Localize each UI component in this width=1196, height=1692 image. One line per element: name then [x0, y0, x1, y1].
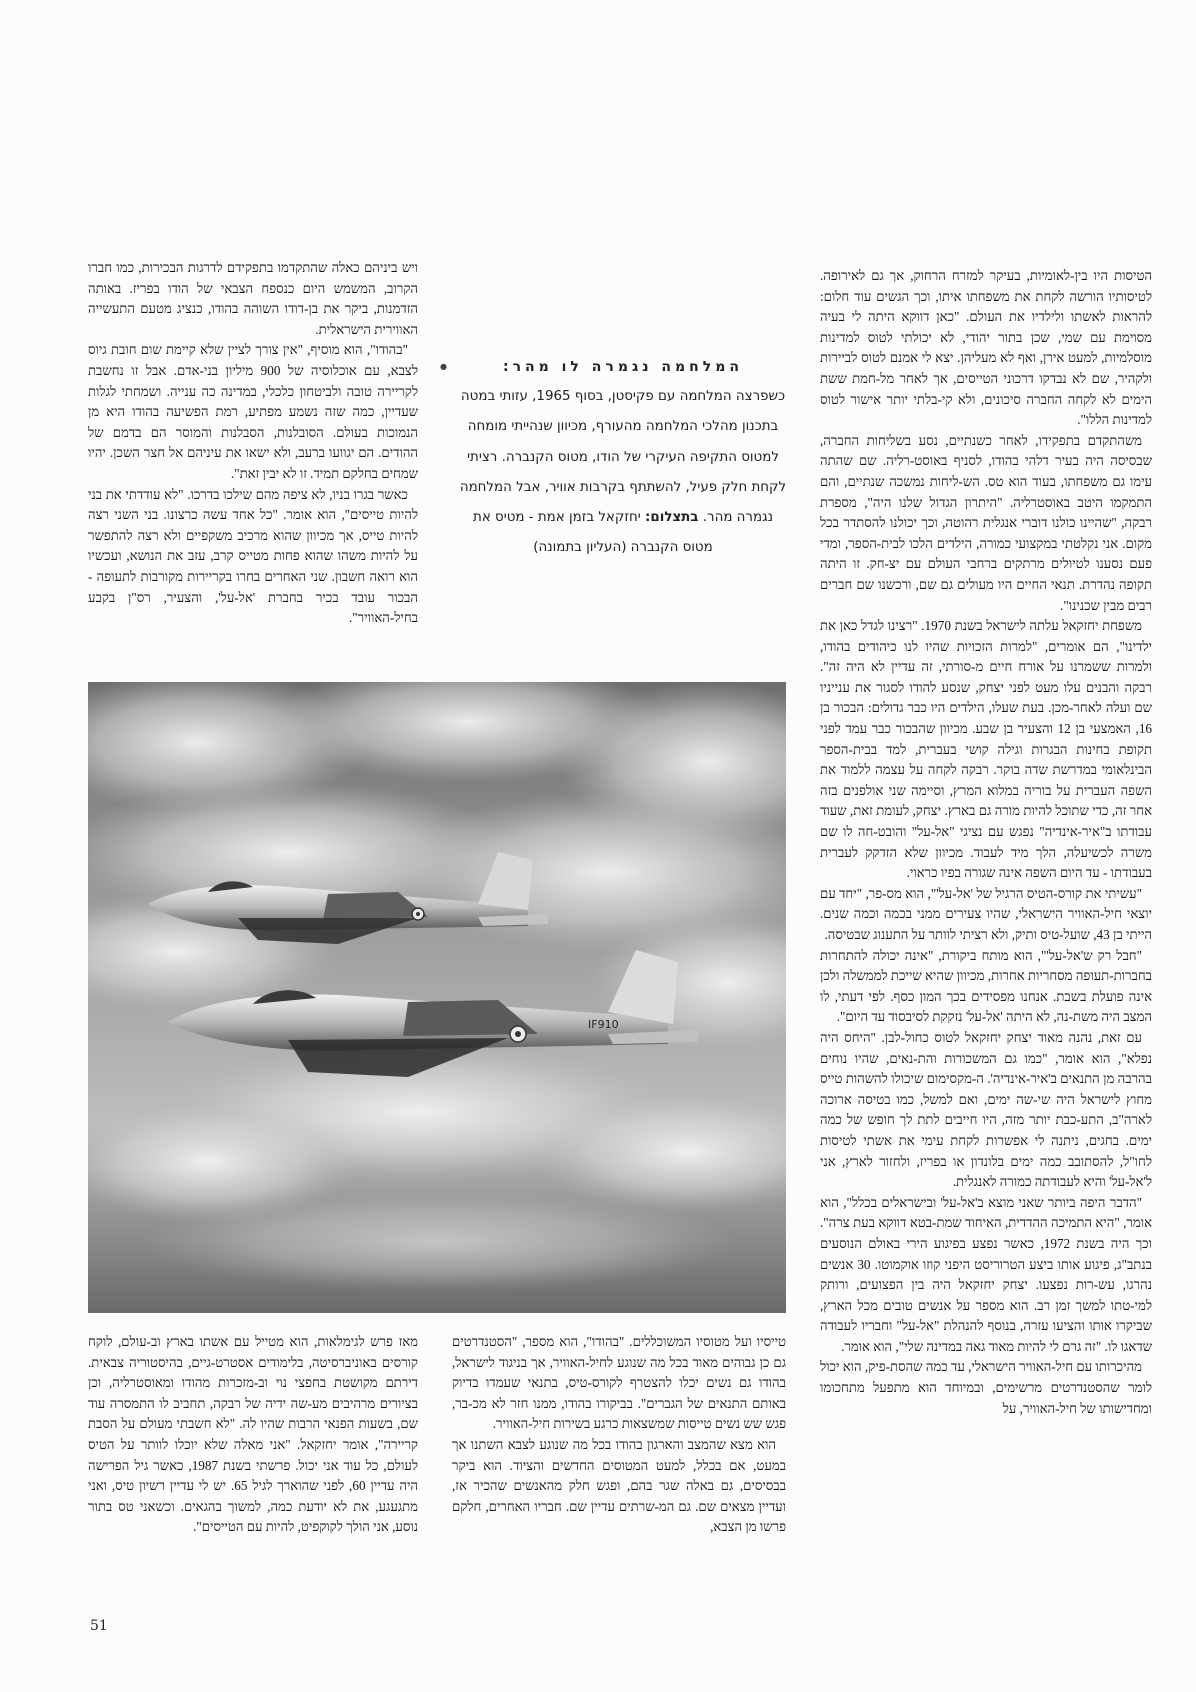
paragraph: "בהודו", הוא מוסיף, "אין צורך לציין שלא קיימת שום חובת גיוס לצבא, עם אוכלוסיה של 900 מיליון בני-אדם. אבל זו נחשבת לקריירה טובה ולביטחון כלכלי, במדינה כה ענייה. ושמחתי לגלות שעדיין, כמה שזה נשמע מפתיע, רמת הפשיעה בהודו היא מן הנמוכות בעולם. הסובלנות, הסבלנות והמוסר הם בדמם של ההודים. הם יגוועו ברעב, ולא ישאו את עיניהם אל חצר השכן. יהיו שמחים בחלקם תמיד. זו לא יבין זאת".	[88, 342, 419, 481]
paragraph: עם זאת, נהנה מאוד יצחק יחזקאל לטוס כחול-לבן. "היחס היה נפלא", הוא אומר, "כמו גם המשכורות והת-נאים, שהיו נוחים בהרבה מן התנאים ב'איר-אינדיה'. ה-מקסימום שיכולו להשהות טייס מחוץ לישראל היה שי-שה ימים, ואם למשל, כמו בטיסה ארוכה לארה"ב, התע-כבת יותר מזה, היו חייבים לתת לך חופש של כמה ימים. בחגים, ניתנה לי אפשרות לקחת עימי את אשתי לטיסות לחו"ל, להסתובב כמה ימים בלונדון או בפריז, ולחזור לארץ, אני ל'אל-על' והיא לעבודתה כמורה לאנגלית.	[820, 1029, 1152, 1190]
article-column-right	[820, 266, 1152, 1666]
article-column-left-top	[88, 258, 418, 678]
paragraph: "חבל רק ש'אל-על'", הוא מותח ביקורת, "אינה יכולה להתחרות בחברות-תעופה מסחריות אחרות, מכיוון שהיא שייכת לממשלה ולכן אינה פועלת בשבת. אנחנו מפסידים בכך המון כסף. לפי דעתי, לו המצב היה משת-נה, לא היתה 'אל-על' נזקקת לסיבסוד עד היום".	[820, 947, 1152, 1025]
paragraph: "הדבר היפה ביותר שאני מוצא ב'אל-על' ובישראלים בכלל", הוא אומר, "היא התמיכה ההדדית, האיחוד שמת-בטא דווקא בעת צרה". וכך היה בשנת 1972, כאשר נפצע בפיגוע הירי באולם הנוסעים בנתב"ג, פיגוע אותו ביצע הטרוריסט היפני קוזו אוקמוטו. 30 אנשים נהרגו, עש-רות נפצעו. יצחק יחזקאל היה בין הפצועים, ורותק למי-טתו למשך זמן רב. הוא מספר על אנשים טובים מכל הארץ, שביקרו אותו והציעו עזרה, בנוסף להנהלת "אל-על" וחבריו לעבודה שדאגו לו. "זה גרם לי להיות מאוד גאה במדינה שלי", הוא אומר.	[820, 1194, 1153, 1354]
paragraph: טייסיו ועל מטוסיו המשוכללים. "בהודו", הוא מספר, "הסטנדרטים גם כן גבוהים מאוד בכל מה שנוגע לחיל-האוויר, אך בניגוד לישראל, בהודו גם נשים יכלו להצטרף לקורס-טיס, בתנאי שעמדו בדיוק באותם התנאים של הגברים". בביקורו בהודו, ממנו חזר לא מכ-בר, פגש שש נשים טייסות שמשצאות כרגע בשירות חיל-האוויר.	[452, 1334, 786, 1432]
caption-bullet-icon: ●	[440, 362, 447, 371]
caption-heading: המלחמה נגמרה לו מהר:	[502, 359, 744, 375]
caption-body: כשפרצה המלחמה עם פקיסטן, בסוף 1965, עזותי במטה בתכנון מהלכי המלחמה מהעורף, מכיוון שנהייתי מומחה למטוס התקיפה העיקרי של הודו, מטוס הקנברה. רציתי לקחת חלק פעיל, להשתתף בקרבות אוויר, אבל המלחמה נגמרה מהר.	[459, 389, 787, 526]
paragraph: מאז פרש לגימלאות, הוא מטייל עם אשתו בארץ וב-עולם, לוקח קורסים באוניברסיטה, בלימודים אסטרט-גיים, בהיסטוריה צבאית. דירתם מקושטת בחפצי נוי וב-מזכרות מהודו ומאוסטרליה, וכן בציורים מרהיבים מע-שה ידיה של רבקה, תחביב לו התמסרה עוד שם, בשעות הפנאי הרבות שהיו לה. "לא חשבתי מעולם על הסבת קריירה", אומר יחזקאל. "אני מאלה שלא יוכלו לוותר על הטיס לעולם, כל עוד אני יכול. פרשתי בשנת 1987, כאשר גיל הפרישה היה עדיין 60, לפני שהוארך לגיל 65. יש לי עדיין רשיון טיס, ואני מתגעגע, את לא יודעת כמה, למשוך בהגאים. וכשאני טס בתור נוסע, אני הולך לקוקפיט, להיות עם הטייסים".	[88, 1334, 418, 1535]
article-column-middle-bottom	[452, 1332, 786, 1612]
paragraph: הטיסות היו בין-לאומיות, בעיקר למזרח הרחוק, אך גם לאירופה. לטיסותיו הורשה לקחת את משפחתו איתו, וכך הגשים עוד חלום: להראות לאשתו ולילדיו את העולם. "כאן דווקא היתה לי בעיה מסוימת עם שמי, שכן בתור יהודי, לא יכולתי לטוס למדינות מוסלמיות, למעט אירן, ואף לא מעליהן. יצא לי אמנם לטוס לביירות ולקהיר, שם לא נבדקו דרכוני הטייסים, אך לאחר מל-חמת ששת הימים לא לקחה החברה סיכונים, ולא קי-בלתי יותר אישור לטוס למדינות הללו".	[820, 268, 1152, 428]
paragraph: משפחת יחזקאל עלתה לישראל בשנת 1970. "רצינו לגדל כאן את ילדינו", הם אומרים, "למרות הזכויות שהיו לנו כיהודים בהודו, ולמרות ששמרנו על אורח חיים מ-סורתי, זה עדיין לא היה זה". רבקה והבנים עלו מעט לפני יצחק, שנסע להודו לסגור את ענייניו שם ועלה לאחר-מכן. בעת שעלו, הילדים היו כבר גדולים: הבכור בן 16, האמצעי בן 12 והצעיר בן שבע. מכיוון שהבכור כבר עמד לפני תקופת בחינות הבגרות וגילה קושי בעברית, למד בבית-הספר הבינלאומי במדרשת שדה בוקר. רבקה לקחה על עצמה ללמוד את השפה העברית על בוריה במלוא המרץ, וסיימה שני אולפנים בזה אחר זה, כדי שתוכל להיות מורה גם בארץ. יצחק, לעומת זאת, שעוד עבודתו ב"איר-אינדיה" נפגש עם נציגי "אל-על" והובט-חה לו שם משרה לכשיעלה, הלך מיד לעבוד. מכיוון שלא הזדקק לעברית בעבודתו - עד היום השפה אינה שגורה בפיו כראוי.	[820, 618, 1152, 881]
paragraph: ויש ביניהם כאלה שהתקדמו בתפקידם לדרגות הבכירות, כמו חברו הקרוב, המשמש היום כנספח הצבאי של הודו בפריז. באותה הזדמנות, ביקר את בן-דודו השוהה בהודו, כנציג מטעם התעשייה האווירית הישראלית.	[88, 260, 418, 337]
photo-caption	[458, 352, 788, 563]
paragraph: הוא מצא שהמצב והארגון בהודו בכל מה שנוגע לצבא השתנו אך במעט, אם בכלל, למעט המטוסים החדשים והציוד. הוא ביקר בבסיסים, גם באלה שגר בהם, ופגש חלק מהאנשים שהכיר אז, ועדיין מצאים שם. גם המ-שרתים עדיין שם. חבריו האחרים, חלקם פרשו מן הצבא,	[452, 1436, 786, 1535]
tail-marking: IF910	[588, 1018, 619, 1031]
caption-credit-label: בתצלום:	[645, 510, 699, 526]
article-column-left-bottom	[88, 1332, 418, 1582]
paragraph: כאשר בגרו בניו, לא ציפה מהם שילכו בדרכו. "לא עודדתי את בני להיות טייסים", הוא אומר. "כל אחד עשה כרצונו. בני השני רצה להיות טייס, אך מכיוון שהוא מרכיב משקפיים ולא רצה להתפשר על להיות משהו שהוא פחות מטייס קרב, עזב את הנושא, ועכשיו הוא רואה חשבון. שני האחרים בחרו בקריירות מקורבות לתעופה - הבכור עובד בכיר בחברת 'אל-על', והצעיר, רס"ן בקבע בחיל-האוויר".	[88, 486, 418, 626]
page-number: 51	[90, 1618, 108, 1634]
paragraph: מהיכרותו עם חיל-האוויר הישראלי, עד כמה שהסת-פיק, הוא יכול לומר שהסטנדרטים מרשימים, ובמיוחד הוא מתפעל מתחכומו ומחדישותו של חיל-האוויר, על	[820, 1359, 1152, 1416]
photo-illustration	[88, 682, 786, 1313]
caption-credit-text: יחזקאל בזמן אמת - מטיס את מטוס הקנברה (העליון בתמונה)	[473, 510, 713, 556]
canberra-jets-photo	[88, 682, 786, 1313]
paragraph: משהתקדם בתפקידו, לאחר כשנתיים, נסע בשליחות החברה, שבסיסה היה בעיר דלהי בהודו, לסניף באוסט-רליה. שם שהתה עימו גם משפחתו, בעוד הוא טס. הש-ליחות נמשכה שנתיים, והם התמקמו היטב באוסטרליה. "היתרון הגדול שלנו היה", מספרת רבקה, "שהיינו כולנו דוברי אנגלית רהוטה, וכך יכולנו להסתדר בכל מקום. אני נקלטתי במקצועי כמורה, הילדים הלכו לבית-הספר, ומדי פעם נסענו לטיולים מרתקים ברחבי העולם עם יצ-חק. זו היתה תקופה נהדרת. תנאי החיים היו מעולים גם שם, ורכשנו שם חברים רבים מבין שכנינו".	[820, 432, 1152, 613]
paragraph: "עשיתי את קורס-הטיס הרגיל של 'אל-על'", הוא מס-פר, "יחד עם יוצאי חיל-האוויר הישראלי, שהיו צעירים ממני בכמה וכמה שנים. הייתי בן 43, שועל-טיס ותיק, ולא רציתי לוותר על התענוג שבטיסה.	[820, 885, 1152, 942]
